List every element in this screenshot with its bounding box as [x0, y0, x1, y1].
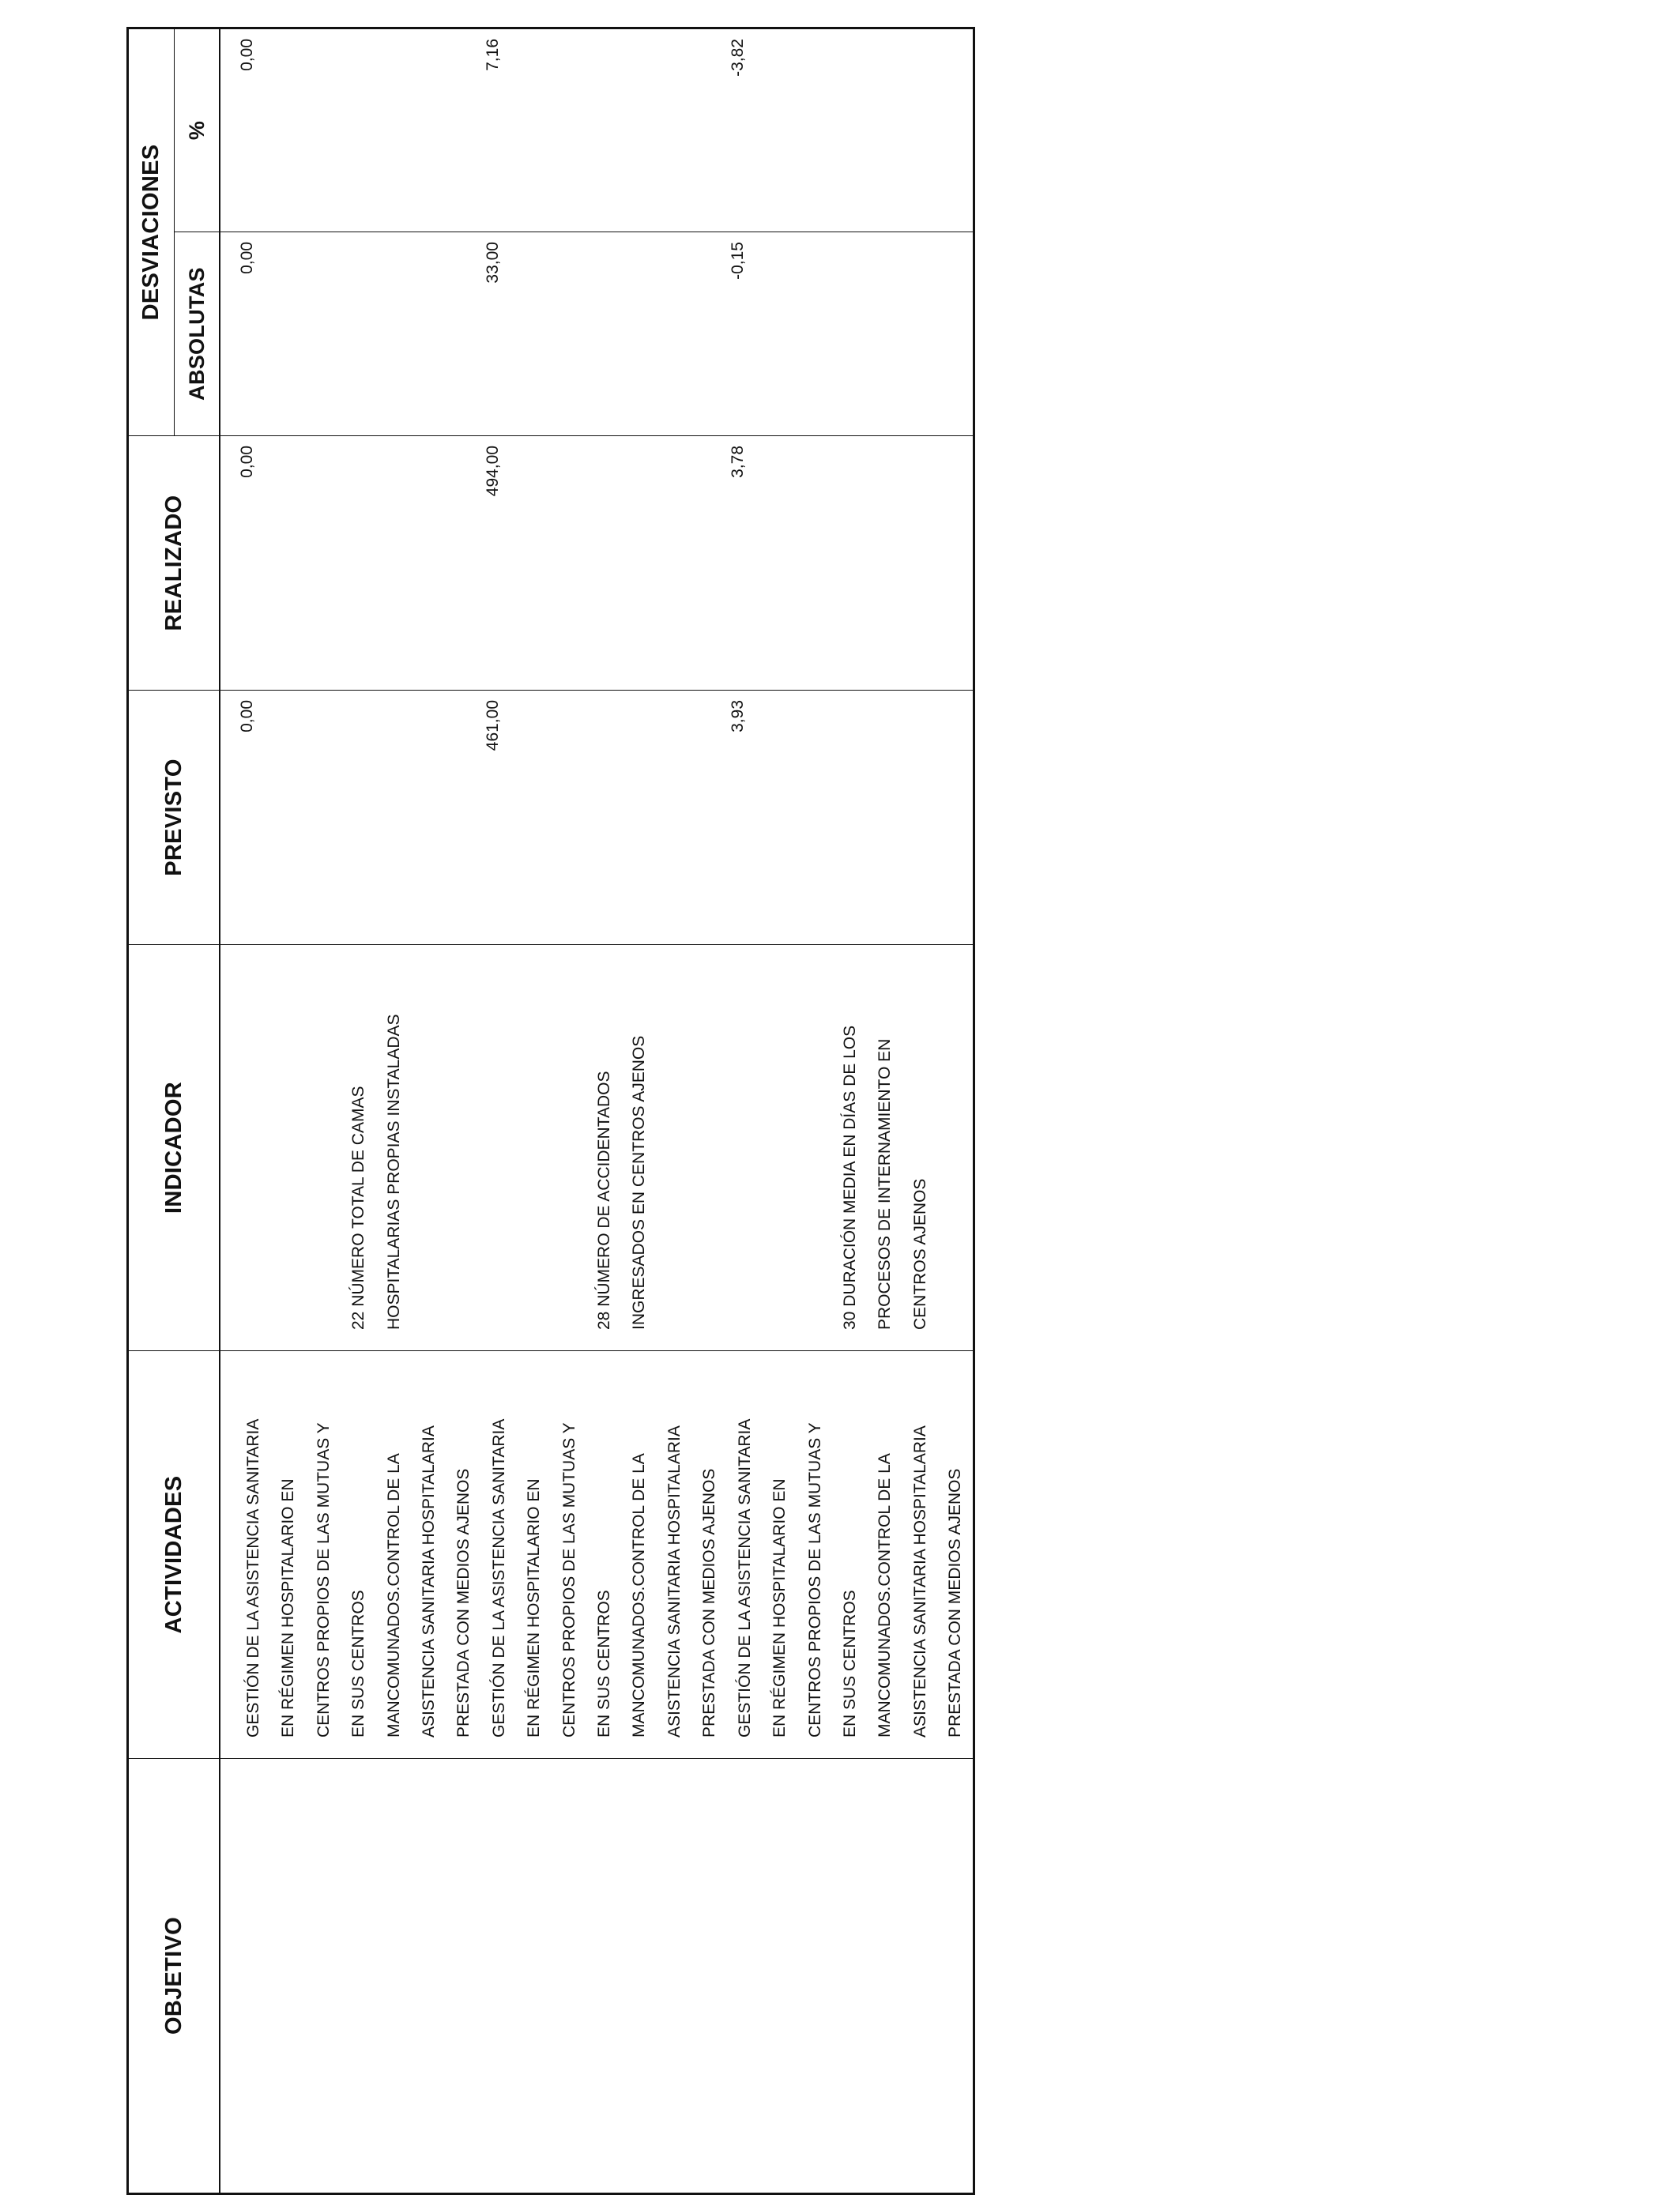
spacer — [517, 945, 552, 1350]
actividad-line: ASISTENCIA SANITARIA HOSPITALARIA — [910, 1425, 929, 1738]
porcentaje-value: 7,16 — [484, 39, 502, 71]
actividad-line: GESTIÓN DE LA ASISTENCIA SANITARIA — [244, 1418, 262, 1738]
realizado-value: 0,00 — [238, 446, 256, 478]
previsto-value: 461,00 — [484, 700, 502, 751]
actividad-line: MANCOMUNADOS.CONTROL DE LA — [876, 1453, 895, 1738]
spacer — [552, 945, 587, 1350]
indicador-line: CENTROS AJENOS — [910, 1178, 929, 1330]
spacer — [236, 945, 271, 1350]
actividad-line: ASISTENCIA SANITARIA HOSPITALARIA — [665, 1425, 684, 1738]
realizado-cell — [220, 435, 973, 690]
actividad-line: CENTROS PROPIOS DE LAS MUTUAS Y — [559, 1422, 578, 1738]
indicador-line: 28 NÚMERO DE ACCIDENTADOS — [595, 1071, 614, 1330]
previsto-value: 0,00 — [238, 700, 256, 732]
objetivo-cell — [220, 1758, 973, 2193]
actividad-line: GESTIÓN DE LA ASISTENCIA SANITARIA — [735, 1418, 754, 1738]
absolutas-value: -0,15 — [729, 242, 747, 280]
spacer — [412, 945, 446, 1350]
actividad-line: CENTROS PROPIOS DE LAS MUTUAS Y — [314, 1422, 333, 1738]
spacer — [798, 945, 833, 1350]
realizado-value: 494,00 — [484, 446, 502, 497]
actividad-line: PRESTADA CON MEDIOS AJENOS — [454, 1468, 473, 1738]
header-realizado: REALIZADO — [129, 435, 220, 690]
spacer — [446, 945, 481, 1350]
absolutas-value: 0,00 — [238, 242, 256, 274]
realizado-value: 3,78 — [729, 446, 747, 478]
header-desviaciones: DESVIACIONES — [129, 29, 175, 435]
porcentaje-cell — [220, 29, 973, 232]
results-table — [126, 27, 975, 2195]
previsto-value: 3,93 — [729, 700, 747, 732]
actividad-line: ASISTENCIA SANITARIA HOSPITALARIA — [420, 1425, 439, 1738]
spacer — [482, 945, 517, 1350]
spacer — [728, 945, 763, 1350]
spacer — [692, 945, 727, 1350]
header-absolutas: ABSOLUTAS — [175, 232, 220, 435]
porcentaje-value: -3,82 — [729, 39, 747, 77]
actividad-line: GESTIÓN DE LA ASISTENCIA SANITARIA — [489, 1418, 508, 1738]
absolutas-value: 33,00 — [484, 242, 502, 284]
indicador-line: INGRESADOS EN CENTROS AJENOS — [630, 1035, 649, 1330]
actividad-line: EN RÉGIMEN HOSPITALARIO EN — [279, 1478, 298, 1738]
header-indicador: INDICADOR — [129, 944, 220, 1350]
spacer — [657, 945, 692, 1350]
header-previsto: PREVISTO — [129, 690, 220, 944]
actividad-line: CENTROS PROPIOS DE LAS MUTUAS Y — [805, 1422, 824, 1738]
indicador-line: 30 DURACIÓN MEDIA EN DÍAS DE LOS — [840, 1025, 859, 1330]
header-objetivo: OBJETIVO — [129, 1758, 220, 2193]
indicador-line: 22 NÚMERO TOTAL DE CAMAS — [349, 1086, 368, 1330]
actividad-line: EN RÉGIMEN HOSPITALARIO EN — [525, 1478, 544, 1738]
actividad-line: MANCOMUNADOS.CONTROL DE LA — [384, 1453, 403, 1738]
actividades-cell — [220, 1350, 973, 1758]
indicador-line: PROCESOS DE INTERNAMIENTO EN — [876, 1038, 895, 1330]
indicador-line: HOSPITALARIAS PROPIAS INSTALADAS — [384, 1014, 403, 1330]
spacer — [271, 945, 306, 1350]
actividad-line: EN SUS CENTROS — [349, 1590, 368, 1738]
indicador-cell — [220, 944, 973, 1350]
header-porcentaje: % — [175, 29, 220, 232]
previsto-cell — [220, 690, 973, 944]
actividad-line: EN RÉGIMEN HOSPITALARIO EN — [770, 1478, 789, 1738]
actividad-line: PRESTADA CON MEDIOS AJENOS — [700, 1468, 719, 1738]
porcentaje-value: 0,00 — [238, 39, 256, 71]
header-actividades: ACTIVIDADES — [129, 1350, 220, 1758]
absolutas-cell — [220, 232, 973, 435]
actividad-line: PRESTADA CON MEDIOS AJENOS — [946, 1468, 965, 1738]
spacer — [307, 945, 341, 1350]
actividad-line: MANCOMUNADOS.CONTROL DE LA — [630, 1453, 649, 1738]
spacer — [763, 945, 797, 1350]
actividad-line: EN SUS CENTROS — [840, 1590, 859, 1738]
actividad-line: EN SUS CENTROS — [595, 1590, 614, 1738]
